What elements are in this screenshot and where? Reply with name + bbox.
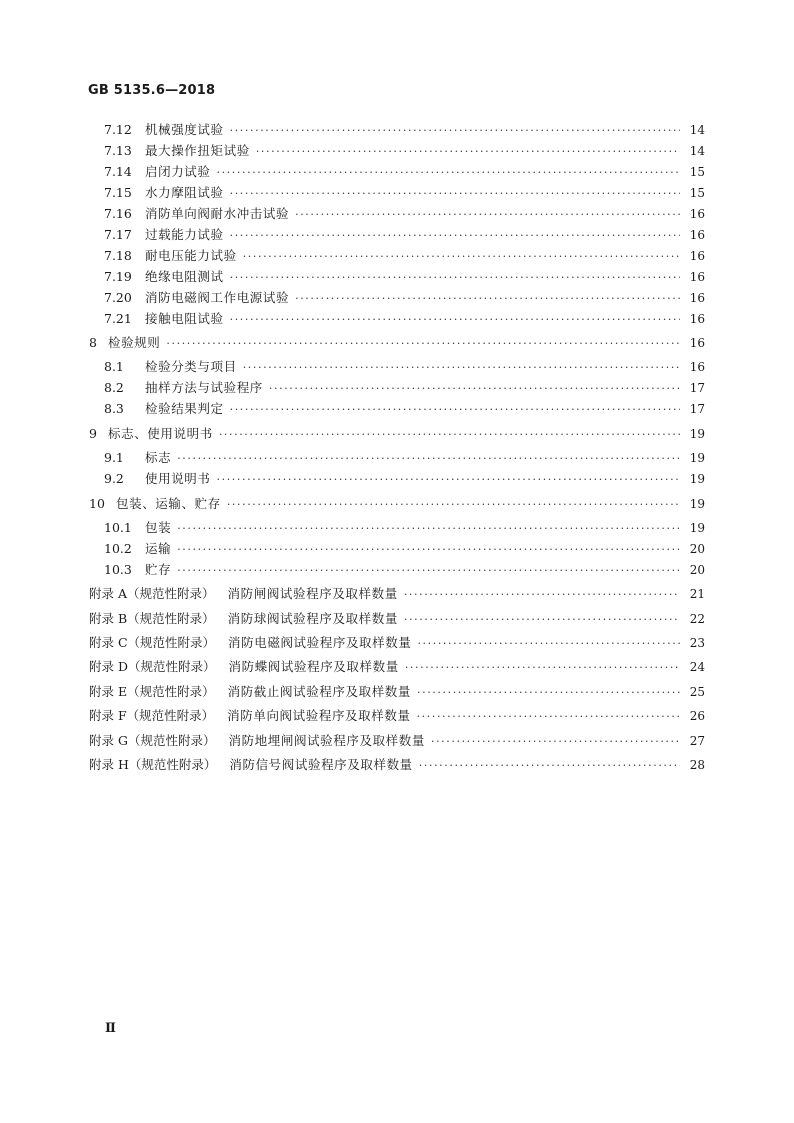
toc-entry[interactable] — [89, 426, 705, 442]
toc-leader-dots — [256, 144, 680, 160]
toc-entry-title: 标志、使用说明书 — [108, 426, 213, 441]
toc-entry[interactable] — [104, 227, 705, 243]
toc-entry-title: 消防截止阀试验程序及取样数量 — [227, 684, 412, 699]
toc-entry-title: 检验分类与项目 — [145, 359, 237, 374]
toc-entry-number: 9.2 — [104, 471, 124, 486]
toc-entry-title: 检验规则 — [108, 335, 161, 350]
toc-entry-page: 14 — [689, 144, 705, 158]
toc-entry-page: 16 — [689, 336, 705, 350]
toc-leader-dots — [227, 497, 680, 513]
toc-entry-title: 消防电磁阀试验程序及取样数量 — [228, 635, 412, 650]
toc-leader-dots — [177, 563, 680, 579]
toc-leader-dots — [243, 249, 680, 265]
toc-entry[interactable] — [89, 586, 705, 602]
toc-entry-title: 耐电压能力试验 — [145, 248, 237, 263]
toc-entry[interactable] — [104, 471, 705, 487]
toc-entry-title: 消防电磁阀工作电源试验 — [145, 290, 290, 305]
toc-entry-title: 使用说明书 — [145, 471, 211, 486]
toc-entry-page: 19 — [689, 472, 705, 486]
toc-entry-title: 包装、运输、贮存 — [116, 496, 221, 511]
toc-entry-title: 运输 — [145, 541, 172, 556]
toc-leader-dots — [217, 165, 680, 181]
toc-entry[interactable] — [104, 450, 705, 466]
toc-entry-page: 19 — [689, 521, 705, 535]
toc-leader-dots — [230, 270, 680, 286]
toc-entry-number: 7.13 — [104, 143, 132, 158]
toc-entry[interactable] — [104, 206, 705, 222]
toc-leader-dots — [230, 402, 680, 418]
toc-entry-title: 消防球阀试验程序及取样数量 — [227, 611, 398, 626]
toc-entry[interactable] — [104, 164, 705, 180]
toc-entry-title: 抽样方法与试验程序 — [145, 380, 263, 395]
toc-entry-page: 16 — [689, 207, 705, 221]
page-number: Ⅱ — [105, 1021, 116, 1036]
toc-entry[interactable] — [104, 562, 705, 578]
toc-entry[interactable] — [89, 335, 705, 351]
toc-leader-dots — [219, 427, 680, 443]
toc-entry[interactable] — [104, 359, 705, 375]
toc-entry-page: 16 — [689, 291, 705, 305]
document-code: GB 5135.6—2018 — [88, 83, 216, 98]
toc-entry-number: 附录 E（规范性附录） — [89, 684, 215, 699]
toc-leader-dots — [419, 758, 680, 774]
toc-leader-dots — [243, 360, 680, 376]
toc-entry-page: 21 — [689, 587, 705, 601]
toc-entry-page: 17 — [689, 402, 705, 416]
toc-entry-page: 16 — [689, 360, 705, 374]
toc-entry-page: 25 — [689, 685, 705, 699]
toc-entry[interactable] — [89, 733, 705, 749]
toc-entry-title: 水力摩阻试验 — [145, 185, 224, 200]
toc-entry-title: 标志 — [145, 450, 172, 465]
toc-leader-dots — [295, 291, 680, 307]
toc-entry[interactable] — [89, 496, 705, 512]
toc-entry-title: 包装 — [145, 520, 172, 535]
toc-entry-title: 消防蝶阀试验程序及取样数量 — [228, 659, 399, 674]
toc-entry[interactable] — [104, 290, 705, 306]
toc-entry[interactable] — [89, 684, 705, 700]
toc-entry-number: 附录 D（规范性附录） — [89, 659, 216, 674]
toc-entry[interactable] — [89, 659, 705, 675]
toc-entry-title: 机械强度试验 — [145, 122, 224, 137]
toc-entry-title: 消防单向阀试验程序及取样数量 — [227, 708, 411, 723]
toc-entry-page: 16 — [689, 312, 705, 326]
toc-entry-number: 8.3 — [104, 401, 124, 416]
toc-entry-title: 消防单向阀耐水冲击试验 — [145, 206, 290, 221]
toc-entry-number: 7.15 — [104, 185, 132, 200]
toc-entry-page: 23 — [689, 636, 705, 650]
toc-entry-title: 绝缘电阻测试 — [145, 269, 224, 284]
toc-entry-number: 9 — [89, 426, 97, 441]
toc-leader-dots — [431, 734, 680, 750]
toc-entry-number: 附录 C（规范性附录） — [89, 635, 216, 650]
toc-entry-page: 20 — [689, 542, 705, 556]
toc-entry-number: 7.14 — [104, 164, 132, 179]
toc-leader-dots — [404, 612, 680, 628]
toc-entry-number: 7.21 — [104, 311, 132, 326]
toc-entry-page: 16 — [689, 228, 705, 242]
toc-entry-number: 10.1 — [104, 520, 132, 535]
toc-entry-page: 26 — [689, 709, 705, 723]
toc-entry-page: 22 — [689, 612, 705, 626]
toc-entry-page: 15 — [689, 165, 705, 179]
toc-entry[interactable] — [104, 541, 705, 557]
toc-entry-page: 17 — [689, 381, 705, 395]
toc-leader-dots — [405, 660, 680, 676]
toc-leader-dots — [177, 542, 680, 558]
toc-leader-dots — [404, 587, 680, 603]
toc-entry[interactable] — [104, 143, 705, 159]
toc-entry-page: 24 — [689, 660, 705, 674]
toc-leader-dots — [417, 636, 680, 652]
toc-entry[interactable] — [104, 269, 705, 285]
toc-entry-page: 16 — [689, 249, 705, 263]
toc-entry-title: 最大操作扭矩试验 — [145, 143, 250, 158]
toc-entry-page: 16 — [689, 270, 705, 284]
toc-leader-dots — [295, 207, 680, 223]
toc-entry-number: 10.2 — [104, 541, 132, 556]
toc-entry-page: 19 — [689, 427, 705, 441]
toc-entry[interactable] — [104, 380, 705, 396]
toc-leader-dots — [230, 123, 680, 139]
toc-entry-number: 8.1 — [104, 359, 124, 374]
toc-entry-title: 检验结果判定 — [145, 401, 224, 416]
toc-entry-number: 9.1 — [104, 450, 124, 465]
toc-entry[interactable] — [104, 122, 705, 138]
toc-leader-dots — [177, 521, 680, 537]
toc-entry-number: 10.3 — [104, 562, 132, 577]
toc-entry-number: 10 — [89, 496, 105, 511]
toc-entry-number: 7.12 — [104, 122, 132, 137]
toc-entry-number: 附录 B（规范性附录） — [89, 611, 215, 626]
toc-leader-dots — [230, 312, 680, 328]
toc-entry-page: 20 — [689, 563, 705, 577]
toc-entry[interactable] — [104, 248, 705, 264]
toc-leader-dots — [417, 685, 680, 701]
toc-entry[interactable] — [89, 708, 705, 724]
toc-entry-title: 消防信号阀试验程序及取样数量 — [229, 757, 413, 772]
toc-leader-dots — [230, 228, 680, 244]
toc-entry[interactable] — [89, 611, 705, 627]
toc-entry-number: 7.20 — [104, 290, 132, 305]
toc-leader-dots — [177, 451, 680, 467]
toc-entry-title: 消防地埋闸阀试验程序及取样数量 — [228, 733, 425, 748]
toc-entry-number: 7.17 — [104, 227, 132, 242]
toc-entry-number: 8.2 — [104, 380, 124, 395]
toc-leader-dots — [217, 472, 680, 488]
toc-entry[interactable] — [89, 757, 705, 773]
toc-entry[interactable] — [89, 635, 705, 651]
toc-entry[interactable] — [104, 520, 705, 536]
toc-entry-number: 7.18 — [104, 248, 132, 263]
toc-entry-title: 接触电阻试验 — [145, 311, 224, 326]
toc-leader-dots — [230, 186, 680, 202]
toc-entry-title: 消防闸阀试验程序及取样数量 — [227, 586, 398, 601]
toc-leader-dots — [166, 336, 680, 352]
toc-entry-title: 过载能力试验 — [145, 227, 224, 242]
toc-entry-page: 27 — [689, 734, 705, 748]
toc-entry-page: 28 — [689, 758, 705, 772]
toc-entry-number: 7.19 — [104, 269, 132, 284]
toc-entry[interactable] — [104, 185, 705, 201]
toc-entry-number: 附录 G（规范性附录） — [89, 733, 216, 748]
toc-entry-number: 附录 A（规范性附录） — [89, 586, 215, 601]
toc-entry-page: 19 — [689, 451, 705, 465]
toc-entry[interactable] — [104, 311, 705, 327]
toc-entry-number: 8 — [89, 335, 97, 350]
toc-leader-dots — [417, 709, 680, 725]
toc-entry-title: 贮存 — [145, 562, 172, 577]
toc-leader-dots — [269, 381, 680, 397]
toc-entry-number: 附录 F（规范性附录） — [89, 708, 215, 723]
toc-entry-page: 15 — [689, 186, 705, 200]
toc-entry-number: 7.16 — [104, 206, 132, 221]
toc-entry-number: 附录 H（规范性附录） — [89, 757, 217, 772]
toc-entry-title: 启闭力试验 — [145, 164, 211, 179]
toc-entry[interactable] — [104, 401, 705, 417]
toc-entry-page: 19 — [689, 497, 705, 511]
toc-entry-page: 14 — [689, 123, 705, 137]
